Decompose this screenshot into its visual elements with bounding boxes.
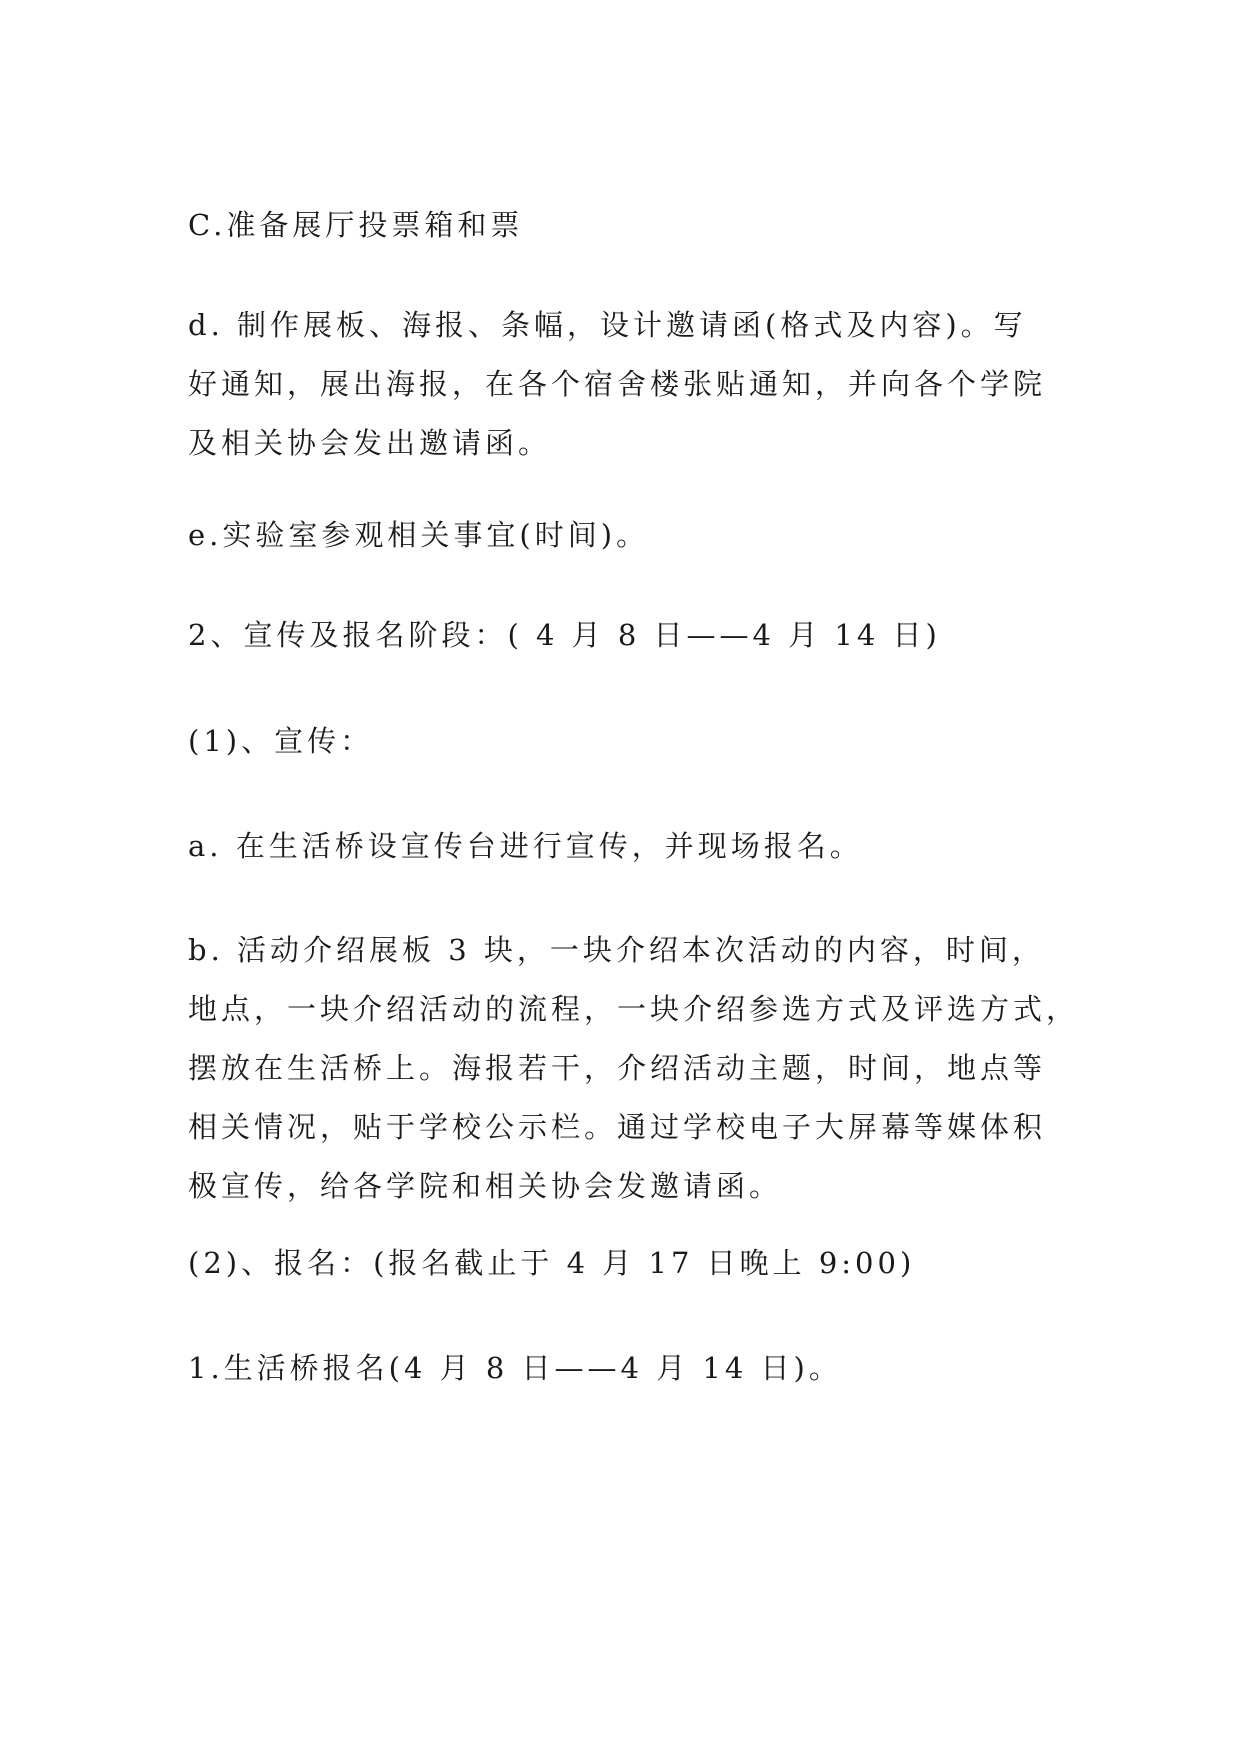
paragraph-prepare-ballot-box bbox=[188, 196, 1058, 255]
text-line: (2)、报名：(报名截止于 4 月 17 日晚上 9:00) bbox=[188, 1246, 916, 1280]
text-line: 1.生活桥报名(4 月 8 日——4 月 14 日)。 bbox=[188, 1351, 842, 1385]
paragraph-bridge-registration bbox=[188, 1339, 1058, 1398]
text-line: 摆放在生活桥上。海报若干，介绍活动主题，时间，地点等 bbox=[188, 1051, 1047, 1085]
text-line: C.准备展厅投票箱和票 bbox=[188, 208, 524, 242]
text-line: 相关情况，贴于学校公示栏。通过学校电子大屏幕等媒体积 bbox=[188, 1110, 1047, 1144]
text-line: b. 活动介绍展板 3 块，一块介绍本次活动的内容，时间， bbox=[188, 933, 1045, 967]
paragraph-subheading-publicity bbox=[188, 712, 1058, 771]
paragraph-subheading-registration bbox=[188, 1234, 1058, 1293]
text-line: (1)、宣传： bbox=[188, 724, 374, 758]
text-line: 极宣传，给各学院和相关协会发邀请函。 bbox=[188, 1169, 783, 1203]
paragraph-publicity-desk bbox=[188, 817, 1058, 876]
text-line: e.实验室参观相关事宜(时间)。 bbox=[188, 518, 650, 552]
paragraph-section-heading-publicity bbox=[188, 606, 1058, 665]
text-line: 及相关协会发出邀请函。 bbox=[188, 426, 552, 460]
paragraph-make-boards-posters bbox=[188, 296, 1058, 473]
text-line: 地点，一块介绍活动的流程，一块介绍参选方式及评选方式， bbox=[188, 992, 1080, 1026]
text-line: d. 制作展板、海报、条幅，设计邀请函(格式及内容)。写 bbox=[188, 308, 1027, 342]
paragraph-lab-visit bbox=[188, 506, 1058, 565]
text-line: 好通知，展出海报，在各个宿舍楼张贴通知，并向各个学院 bbox=[188, 367, 1047, 401]
text-line: 2、宣传及报名阶段：( 4 月 8 日——4 月 14 日) bbox=[188, 618, 941, 652]
text-line: a. 在生活桥设宣传台进行宣传，并现场报名。 bbox=[188, 829, 863, 863]
paragraph-display-boards bbox=[188, 921, 1080, 1216]
